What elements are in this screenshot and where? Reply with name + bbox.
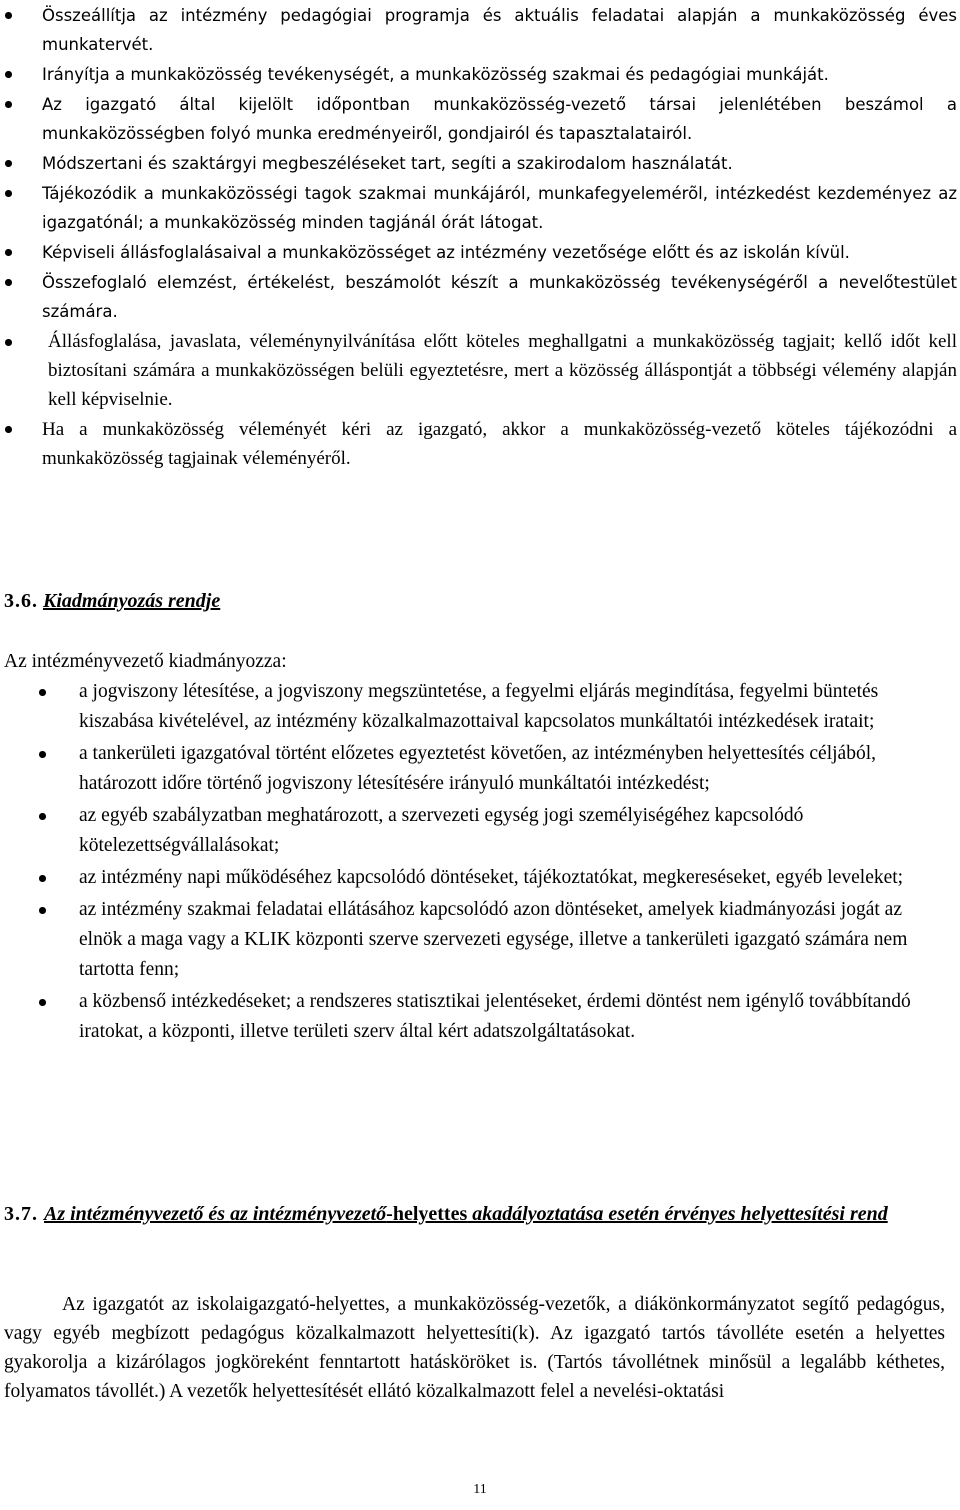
list-item: Ha a munkaközösség véleményét kéri az igazgató, akkor a munkaközösség-vezető köteles tájékozódni a munkaközösség tagjainak véleményéről. bbox=[0, 415, 957, 473]
section-title-part1: Az intézményvezető és az intézményvezető bbox=[44, 1203, 387, 1225]
list-item: Képviseli állásfoglalásaival a munkaközösséget az intézmény vezetősége előtt és az iskolán kívül. bbox=[0, 238, 957, 267]
list-item: Módszertani és szaktárgyi megbeszéléseket tart, segíti a szakirodalom használatát. bbox=[0, 149, 957, 178]
responsibilities-list bbox=[0, 1, 957, 473]
intro-text: Az intézményvezető kiadmányozza: bbox=[4, 651, 287, 672]
section-title-part3: akadályoztatása esetén érvényes helyettesítési rend bbox=[467, 1203, 888, 1225]
list-item: az intézmény szakmai feladatai ellátásához kapcsolódó azon döntéseket, amelyek kiadmányozási jogát az elnök a maga vagy a KLIK központi szerve szervezeti egysége, illetve a tankerületi igazgató számára nem tartotta fenn; bbox=[0, 895, 945, 985]
section-title: Kiadmányozás rendje bbox=[43, 590, 221, 612]
list-item: a közbenső intézkedéseket; a rendszeres statisztikai jelentéseket, érdemi döntést nem igénylő továbbítandó iratokat, a központi, illetve területi szerv által kért adatszolgáltatásokat. bbox=[0, 987, 945, 1047]
section-title-part2: -helyettes bbox=[386, 1203, 468, 1225]
list-item: Összeállítja az intézmény pedagógiai programja és aktuális feladatai alapján a munkaközösség éves munkatervét. bbox=[0, 1, 957, 59]
section-number: 3.7. bbox=[4, 1203, 38, 1225]
section-heading-3-7 bbox=[4, 1199, 949, 1229]
signing-authority-list bbox=[0, 677, 945, 1049]
list-item: a tankerületi igazgatóval történt előzetes egyeztetést követően, az intézményben helyettesítés céljából, határozott időre történő jogviszony létesítésére irányuló munkáltatói intézkedést; bbox=[0, 739, 945, 799]
list-item: Tájékozódik a munkaközösségi tagok szakmai munkájáról, munkafegyelemérõl, intézkedést kezdeményez az igazgatónál; a munkaközösség minden tagjánál órát látogat. bbox=[0, 179, 957, 237]
page-number: 11 bbox=[473, 1482, 487, 1497]
body-paragraph: Az igazgatót az iskolaigazgató-helyettes, a munkaközösség-vezetők, a diákönkormányzatot segítő pedagógus, vagy egyéb megbízott pedagógus közalkalmazott helyettesíti(k). Az igazgató tartós távolléte esetén a helyettes gyakorolja a kizárólagos jogköreként fenntartott hatásköröket is. (Tartós távollétnek minősül a legalább kéthetes, folyamatos távollét.) A vezetők helyettesítését ellátó közalkalmazott felel a nevelési-oktatási bbox=[4, 1294, 945, 1402]
list-item: Állásfoglalása, javaslata, véleménynyilvánítása előtt köteles meghallgatni a munkaközösség tagjait; kellő időt kell biztosítani számára a munkaközösségen belüli egyeztetésre, mert a közösség álláspontját a többségi vélemény alapján kell képviselnie. bbox=[0, 327, 957, 414]
list-item: Összefoglaló elemzést, értékelést, beszámolót készít a munkaközösség tevékenységéről a nevelőtestület számára. bbox=[0, 268, 957, 326]
list-item: az egyéb szabályzatban meghatározott, a szervezeti egység jogi személyiségéhez kapcsolódó kötelezettségvállalásokat; bbox=[0, 801, 945, 861]
section-heading-3-6 bbox=[4, 586, 220, 616]
list-item: Az igazgató által kijelölt időpontban munkaközösség-vezető társai jelenlétében beszámol a munkaközösségben folyó munka eredményeiről, gondjairól és tapasztalatairól. bbox=[0, 90, 957, 148]
list-item: az intézmény napi működéséhez kapcsolódó döntéseket, tájékoztatókat, megkereséseket, egyéb leveleket; bbox=[0, 863, 945, 893]
list-item: a jogviszony létesítése, a jogviszony megszüntetése, a fegyelmi eljárás megindítása, fegyelmi büntetés kiszabása kivételével, az intézmény közalkalmazottaival kapcsolatos munkáltatói intézkedések iratait; bbox=[0, 677, 945, 737]
list-item: Irányítja a munkaközösség tevékenységét, a munkaközösség szakmai és pedagógiai munkáját. bbox=[0, 60, 957, 89]
section-number: 3.6. bbox=[4, 590, 38, 612]
